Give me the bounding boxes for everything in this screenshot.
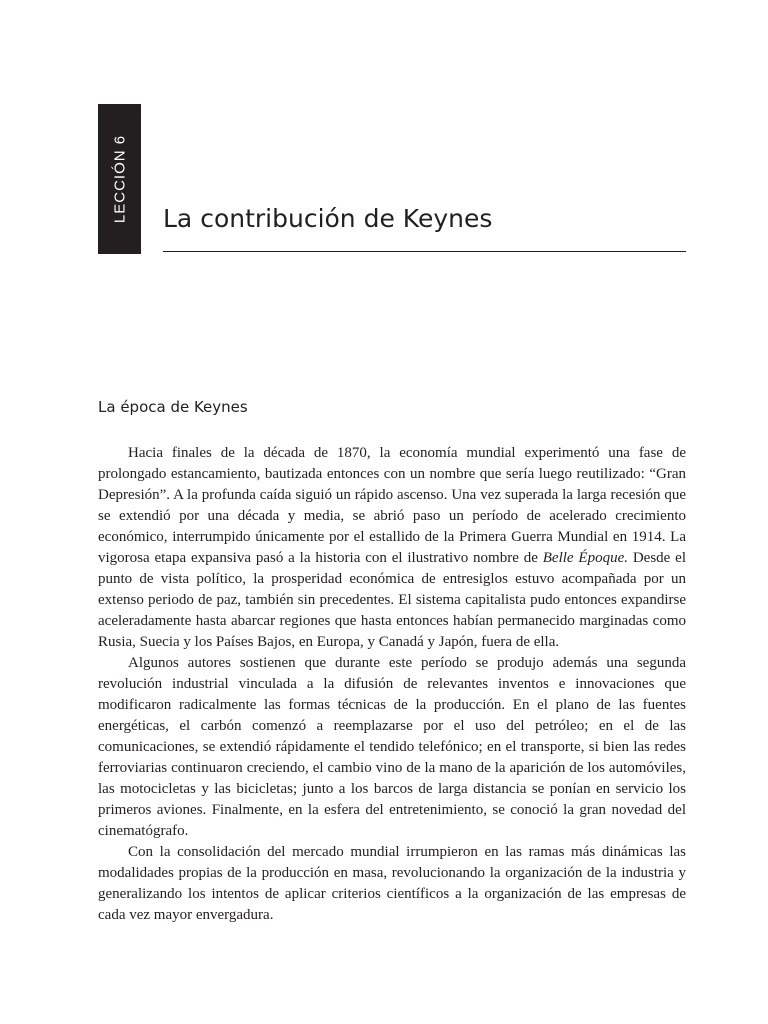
section-heading: La época de Keynes [98, 398, 248, 416]
paragraph-1-italic-term: Belle Époque. [542, 550, 628, 566]
title-divider [163, 251, 686, 252]
paragraph-1-text-end: Desde el punto de vista político, la prosperidad económica de entresiglos estuvo acompañada por un extenso periodo de paz, también sin precedentes. El sistema capitalista pudo entonces expandirse aceleradamente hasta abarcar regiones que hasta entonces habían permanecido marginadas como Rusia, Suecia y los Países Bajos, en Europa, y Canadá y Japón, fuera de ella. [98, 550, 686, 650]
body-text [98, 443, 686, 926]
paragraph-1-text-start: Hacia finales de la década de 1870, la economía mundial experimentó una fase de prolongado estancamiento, bautizada entonces con un nombre que sería luego reutilizado: “Gran Depresión”. A la profunda caída siguió un rápido ascenso. Una vez superada la larga recesión que se extendió por una década y media, se abrió paso un período de acelerado crecimiento económico, interrumpido únicamente por el estallido de la Primera Guerra Mundial en 1914. La vigorosa etapa expansiva pasó a la historia con el ilustrativo nombre de [98, 445, 686, 566]
paragraph-3: Con la consolidación del mercado mundial irrumpieron en las ramas más dinámicas las modalidades propias de la producción en masa, revolucionando la organización de la industria y generalizando los intentos de aplicar criterios científicos a la organización de las empresas de cada vez mayor envergadura. [98, 844, 686, 923]
paragraph-1 [98, 443, 686, 653]
paragraph-2: Algunos autores sostienen que durante este período se produjo además una segunda revolución industrial vinculada a la difusión de relevantes inventos e innovaciones que modificaron radicalmente las formas técnicas de la producción. En el plano de las fuentes energéticas, el carbón comenzó a reemplazarse por el uso del petróleo; en el de las comunicaciones, se extendió rápidamente el tendido telefónico; en el transporte, si bien las redes ferroviarias continuaron creciendo, el cambio vino de la mano de la aparición de los automóviles, las motocicletas y las bicicletas; junto a los barcos de larga distancia se ponían en servicio los primeros aviones. Finalmente, en la esfera del entretenimiento, se conoció la gran novedad del cinematógrafo. [98, 655, 686, 839]
lesson-label: LECCIÓN 6 [111, 134, 128, 224]
lesson-tab [98, 104, 141, 254]
chapter-title: La contribución de Keynes [163, 204, 493, 233]
